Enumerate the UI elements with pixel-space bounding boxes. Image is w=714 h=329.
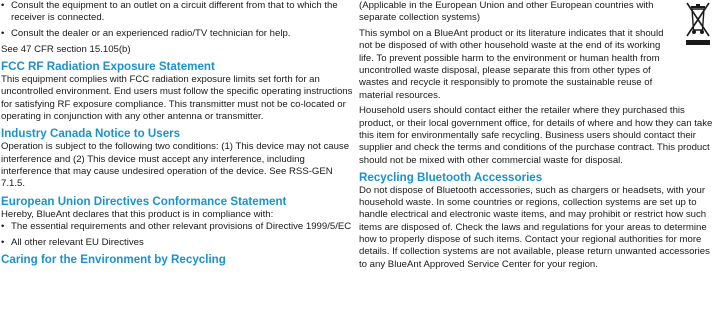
advice-item-dealer: • Consult the dealer or an experienced radio/TV technician for help.	[1, 28, 353, 40]
right-column	[359, 0, 713, 271]
cfr-reference: See 47 CFR section 15.105(b)	[1, 43, 131, 55]
eu-directive-list	[1, 221, 353, 249]
advice-item-outlet: • Consult the equipment to an outlet on a circuit different from that to which the receiver is connected.	[1, 0, 353, 25]
weee-symbol-paragraph: This symbol on a BlueAnt product or its literature indicates that it should not be disposed of with other household waste at the end of its working life. To prevent possible harm to the environment or human health from uncontrolled waste disposal, please separate this from other types of wastes and recycle it responsibly to promote the sustainable reuse of material resources.	[359, 28, 664, 101]
bluetooth-recycling-body: Do not dispose of Bluetooth accessories, such as chargers or headsets, with your household waste. In some countries or regions, collection systems are set up to handle electrical and electronic waste items, and may prohibit or restrict how such items are disposed of. Check the laws and regulations for your areas to determine how to properly dispose of such items. Contact your regional authorities for more details. If collection systems are not available, please return unwanted accessories to any BlueAnt Approved Service Center for your region.	[359, 184, 710, 270]
eu-heading: European Union Directives Conformance Statement	[1, 194, 287, 208]
crossed-out-wheelie-bin-icon	[684, 0, 712, 48]
eu-applicability-note: (Applicable in the European Union and other European countries with separate collection systems)	[359, 0, 654, 24]
eu-directive-item: • The essential requirements and other relevant provisions of Directive 1999/5/EC	[1, 221, 353, 233]
fcc-heading: FCC RF Radiation Exposure Statement	[1, 60, 215, 74]
bluetooth-recycling-heading: Recycling Bluetooth Accessories	[359, 170, 543, 184]
environment-heading: Caring for the Environment by Recycling	[1, 252, 226, 266]
fcc-body: This equipment complies with FCC radiation exposure limits set forth for an uncontrolled environment. End users must follow the specific operating instructions for satisfying RF exposure compliance. This transmitter must not be co-located or operating in conjunction with any other antenna or transmitter.	[1, 74, 353, 123]
household-users-paragraph: Household users should contact either the retailer where they purchased this product, or their local government office, for details of where and how they can take this item for environmentally safe recycling. Business users should contact their supplier and check the terms and conditions of the purchase contract. This product should not be mixed with other commercial waste for disposal.	[359, 105, 713, 166]
eu-directive-item: • All other relevant EU Directives	[1, 237, 353, 249]
eu-body: Hereby, BlueAnt declares that this product is in compliance with:	[1, 208, 274, 220]
left-column	[1, 0, 353, 267]
advice-list	[1, 0, 353, 40]
canada-body: Operation is subject to the following two conditions: (1) This device may not cause interference and (2) This device must accept any interference, including interference that may cause undesired operation of the device. See RSS-GEN 7.1.5.	[1, 141, 350, 190]
canada-heading: Industry Canada Notice to Users	[1, 127, 181, 141]
